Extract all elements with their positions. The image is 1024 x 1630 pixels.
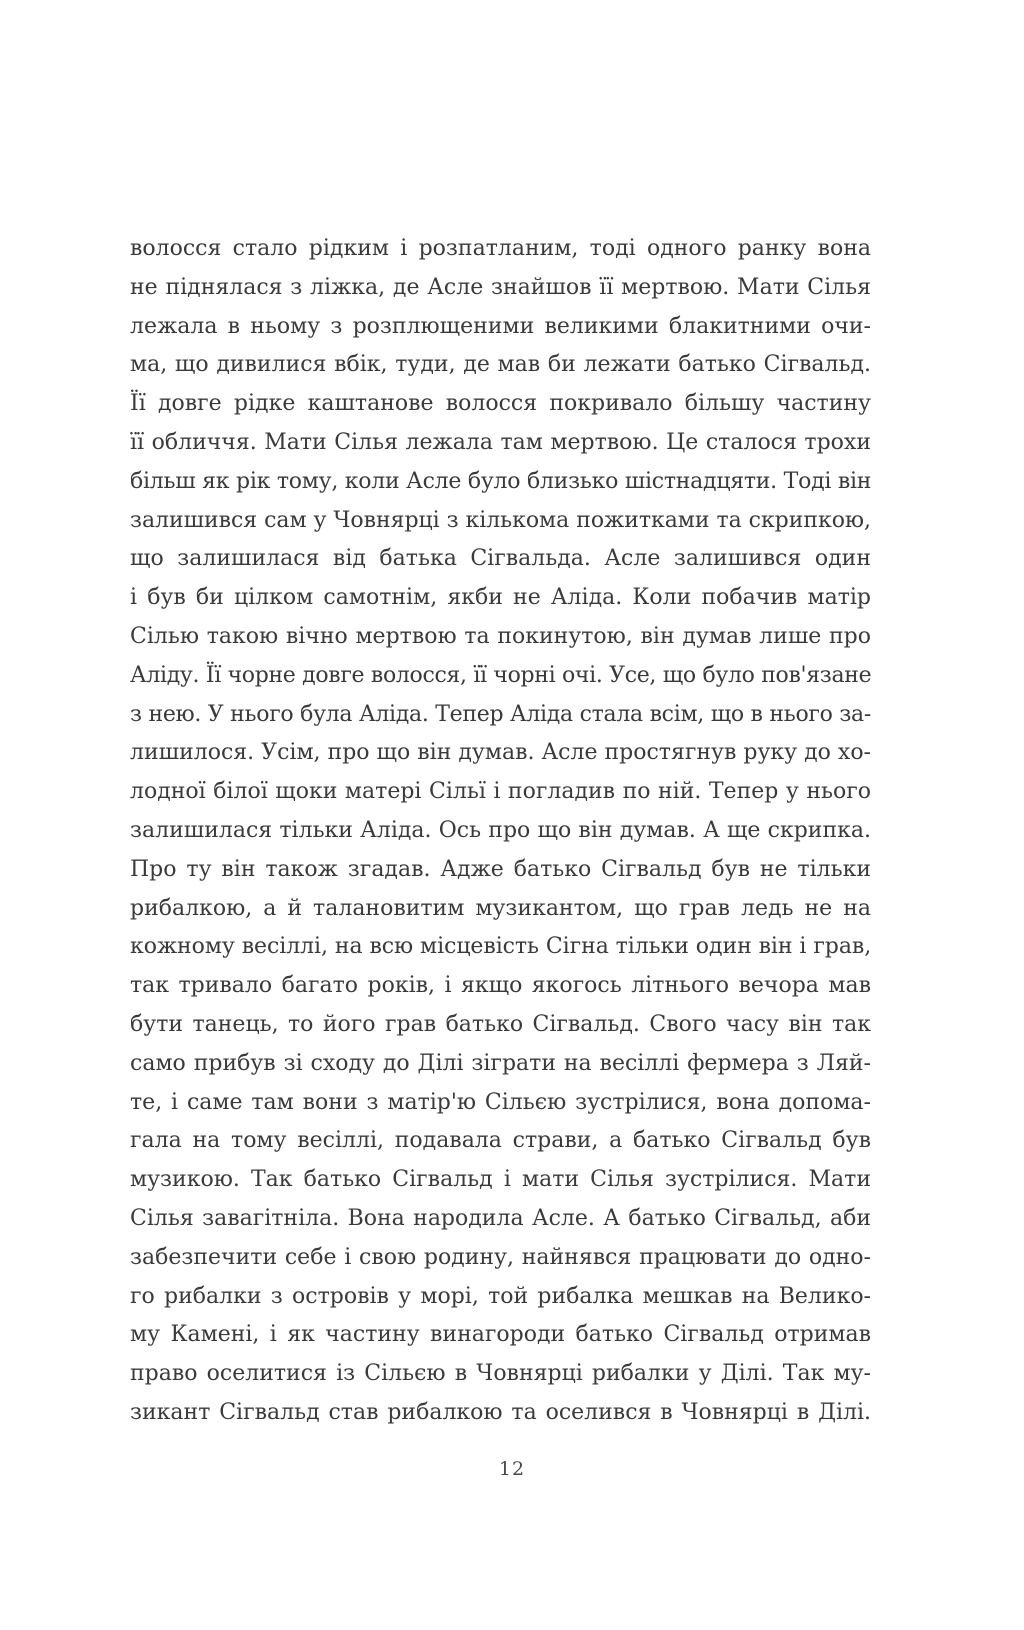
text-line: Сілья завагітніла. Вона народила Асле. А батько Сігвальд, аби: [130, 1205, 871, 1231]
text-line: кожному весіллі, на всю місцевість Сігна тільки один він і грав,: [130, 934, 872, 960]
text-line: само прибув зі сходу до Ділі зіграти на весіллі фермера з Ляй-: [130, 1050, 871, 1076]
text-line: лодної білої щоки матері Сільї і погладив по ній. Тепер у нього: [130, 779, 871, 805]
text-line: бути танець, то його грав батько Сігвальд. Свого часу він так: [130, 1011, 871, 1037]
page-number: 12: [498, 1458, 526, 1480]
text-line: гала на тому весіллі, подавала страви, а батько Сігвальд був: [130, 1128, 871, 1154]
text-line: Сілью такою вічно мертвою та покинутою, він думав лише про: [130, 623, 871, 649]
text-line: лишилося. Усім, про що він думав. Асле простягнув руку до хо-: [130, 740, 871, 766]
text-line: забезпечити себе і свою родину, найнявся працювати до одно-: [130, 1244, 871, 1270]
text-line: волосся стало рідким і розпатланим, тоді одного ранку вона: [130, 236, 871, 261]
text-line: зикант Сігвальд став рибалкою та оселився в Човнярці в Ділі.: [130, 1399, 871, 1425]
text-line: ма, що дивилися вбік, туди, де мав би лежати батько Сігвальд.: [130, 352, 871, 378]
text-line: рибалкою, а й талановитим музикантом, що грав ледь не на: [130, 895, 871, 921]
text-line: му Камені, і як частину винагороди батько Сігвальд отримав: [130, 1322, 871, 1348]
text-line: Її довге рідке каштанове волосся покривало більшу частину: [130, 391, 871, 417]
text-line: право оселитися із Сільєю в Човнярці рибалки у Ділі. Так му-: [130, 1361, 871, 1387]
text-line: не піднялася з ліжка, де Асле знайшов її мертвою. Мати Сілья: [130, 274, 871, 300]
text-line: лежала в ньому з розплющеними великими блакитними очи-: [130, 313, 871, 339]
text-line: так тривало багато років, і якщо якогось літнього вечора мав: [130, 973, 871, 999]
text-line: залишився сам у Човнярці з кількома пожитками та скрипкою,: [130, 507, 871, 533]
text-line: і був би цілком самотнім, якби не Аліда. Коли побачив матір: [130, 585, 871, 611]
text-line: з нею. У нього була Аліда. Тепер Аліда стала всім, що в нього за-: [130, 701, 871, 727]
text-line: залишилася тільки Аліда. Ось про що він думав. А ще скрипка.: [130, 817, 871, 843]
text-line: го рибалки з островів у морі, той рибалка мешкав на Велико-: [130, 1283, 871, 1309]
text-line: більш як рік тому, коли Асле було близько шістнадцяти. Тоді він: [130, 468, 872, 494]
text-line: Аліду. Її чорне довге волосся, її чорні очі. Усе, що було пов'язане: [130, 662, 872, 688]
text-line: її обличчя. Мати Сілья лежала там мертвою. Це сталося трохи: [130, 429, 871, 455]
text-line: Про ту він також згадав. Адже батько Сігвальд був не тільки: [130, 856, 871, 882]
text-line: що залишилася від батька Сігвальда. Асле залишився один: [130, 546, 871, 572]
text-line: те, і саме там вони з матір'ю Сільєю зустрілися, вона допома-: [130, 1089, 871, 1115]
text-line: музикою. Так батько Сігвальд і мати Сілья зустрілися. Мати: [130, 1167, 871, 1193]
body-text: [130, 230, 871, 1433]
